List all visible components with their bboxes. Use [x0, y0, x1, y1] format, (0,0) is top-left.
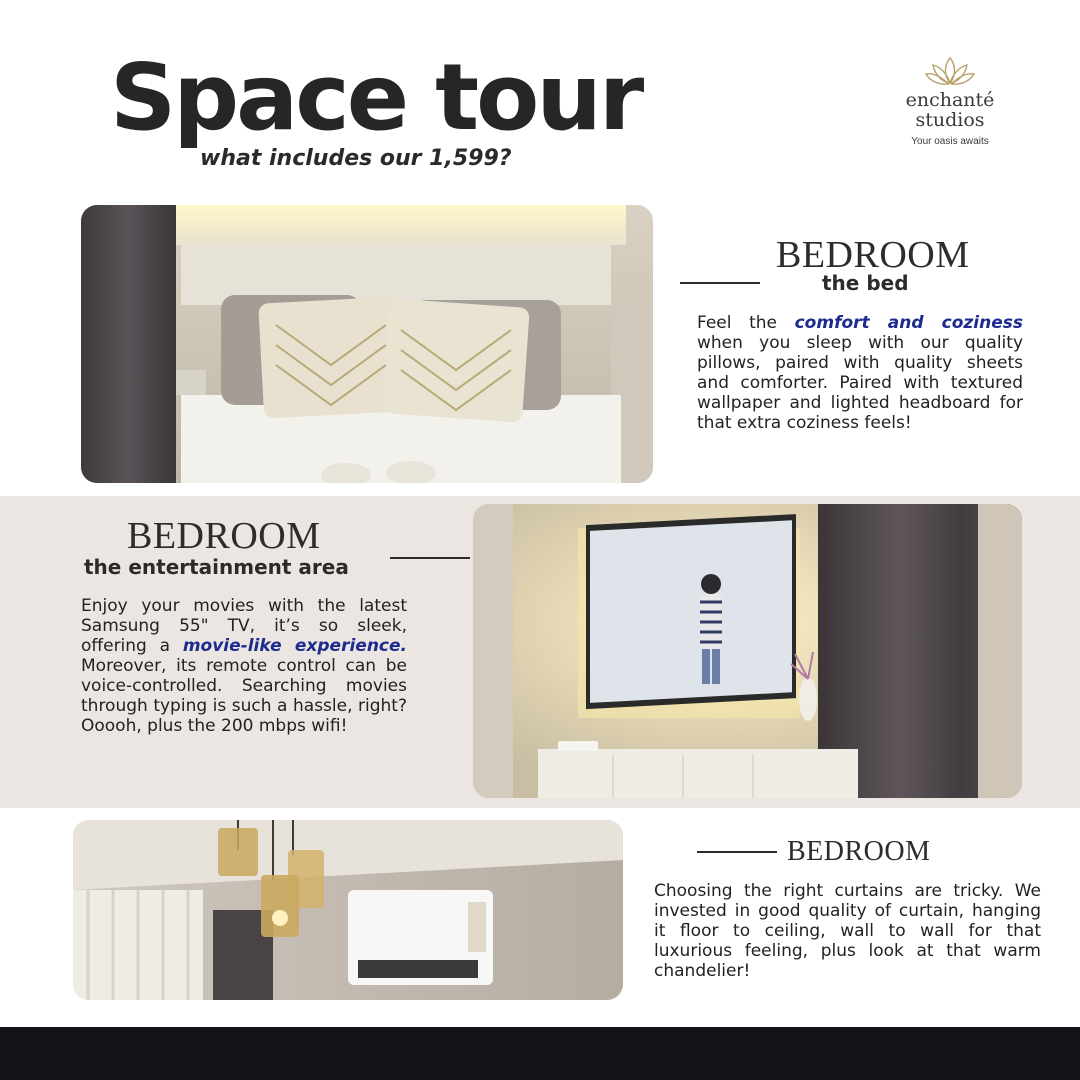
brand-logo — [880, 56, 1020, 147]
section2-text-after: Moreover, its remote control can be voice-controlled. Searching movies through typing is such a hassle, right? Ooooh, plus the 200 mbps wifi! — [81, 656, 407, 736]
section2-rule — [390, 557, 470, 559]
section3-rule — [697, 851, 777, 853]
section2-body — [81, 596, 407, 736]
section2-text-before: Enjoy your movies with the latest Samsung 55" TV, it’s so sleek, offering a — [81, 596, 407, 656]
page-subtitle: what includes our 1,599? — [200, 146, 512, 171]
section3-heading: BEDROOM — [787, 836, 931, 867]
section2-emphasis: movie-like experience. — [182, 636, 407, 656]
page-title: Space tour — [110, 44, 642, 151]
section2-heading: BEDROOM — [127, 515, 321, 557]
section1-subheading: the bed — [822, 271, 909, 295]
section3-body: Choosing the right curtains are tricky. We invested in good quality of curtain, hanging it floor to ceiling, wall to wall for that luxurious feeling, plus look at that warm chandelier! — [654, 881, 1041, 981]
section1-emphasis: comfort and coziness — [794, 313, 1023, 333]
brand-name-line1: enchanté — [905, 89, 995, 111]
section1-body — [697, 313, 1023, 433]
brand-name-line2: studios — [915, 109, 985, 131]
bed-photo — [81, 205, 653, 483]
curtain-ac-photo — [73, 820, 623, 1000]
footer-bar — [0, 1027, 1080, 1080]
brand-tagline: Your oasis awaits — [911, 136, 989, 147]
tv-photo — [473, 504, 1022, 798]
section1-rule — [680, 282, 760, 284]
lotus-icon — [924, 56, 976, 86]
section2-subheading: the entertainment area — [84, 555, 349, 579]
section1-text-after: when you sleep with our quality pillows, paired with quality sheets and comforter. Paired with textured wallpaper and lighted headboard for that extra coziness feels! — [697, 333, 1023, 433]
section1-heading: BEDROOM — [776, 234, 970, 276]
section1-text-before: Feel the — [697, 313, 795, 333]
